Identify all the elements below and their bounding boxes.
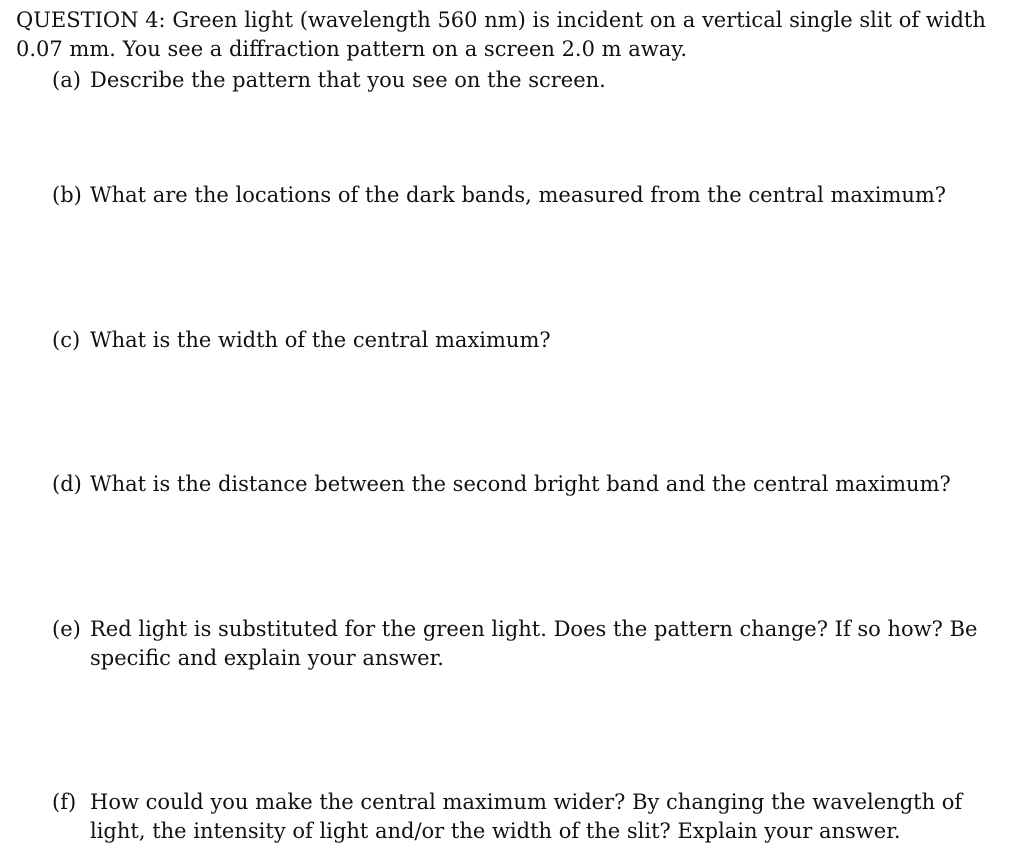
question-label: QUESTION 4:	[16, 8, 166, 32]
part-a-letter: (a)	[52, 68, 81, 92]
question-part-f	[52, 788, 992, 846]
part-f-letter: (f)	[52, 790, 77, 814]
part-c-letter: (c)	[52, 328, 81, 352]
question-part-c	[52, 326, 992, 355]
part-f-text: How could you make the central maximum wider? By changing the wavelength of light, the intensity of light and/or the width of the slit? Explain your answer.	[90, 790, 963, 843]
question-part-d	[52, 470, 992, 499]
question-part-b	[52, 181, 992, 210]
part-d-letter: (d)	[52, 472, 82, 496]
part-e-letter: (e)	[52, 617, 81, 641]
question-header	[16, 6, 1006, 64]
part-b-text: What are the locations of the dark bands, measured from the central maximum?	[90, 183, 947, 207]
part-d-text: What is the distance between the second bright band and the central maximum?	[90, 472, 951, 496]
part-a-text: Describe the pattern that you see on the screen.	[90, 68, 606, 92]
part-c-text: What is the width of the central maximum?	[90, 328, 551, 352]
question-part-e	[52, 615, 992, 673]
question-stem: Green light (wavelength 560 nm) is incident on a vertical single slit of width 0.07 mm. You see a diffraction pattern on a screen 2.0 m away.	[16, 8, 986, 61]
part-b-letter: (b)	[52, 183, 82, 207]
question-part-a	[52, 66, 992, 95]
part-e-text: Red light is substituted for the green light. Does the pattern change? If so how? Be specific and explain your answer.	[90, 617, 978, 670]
